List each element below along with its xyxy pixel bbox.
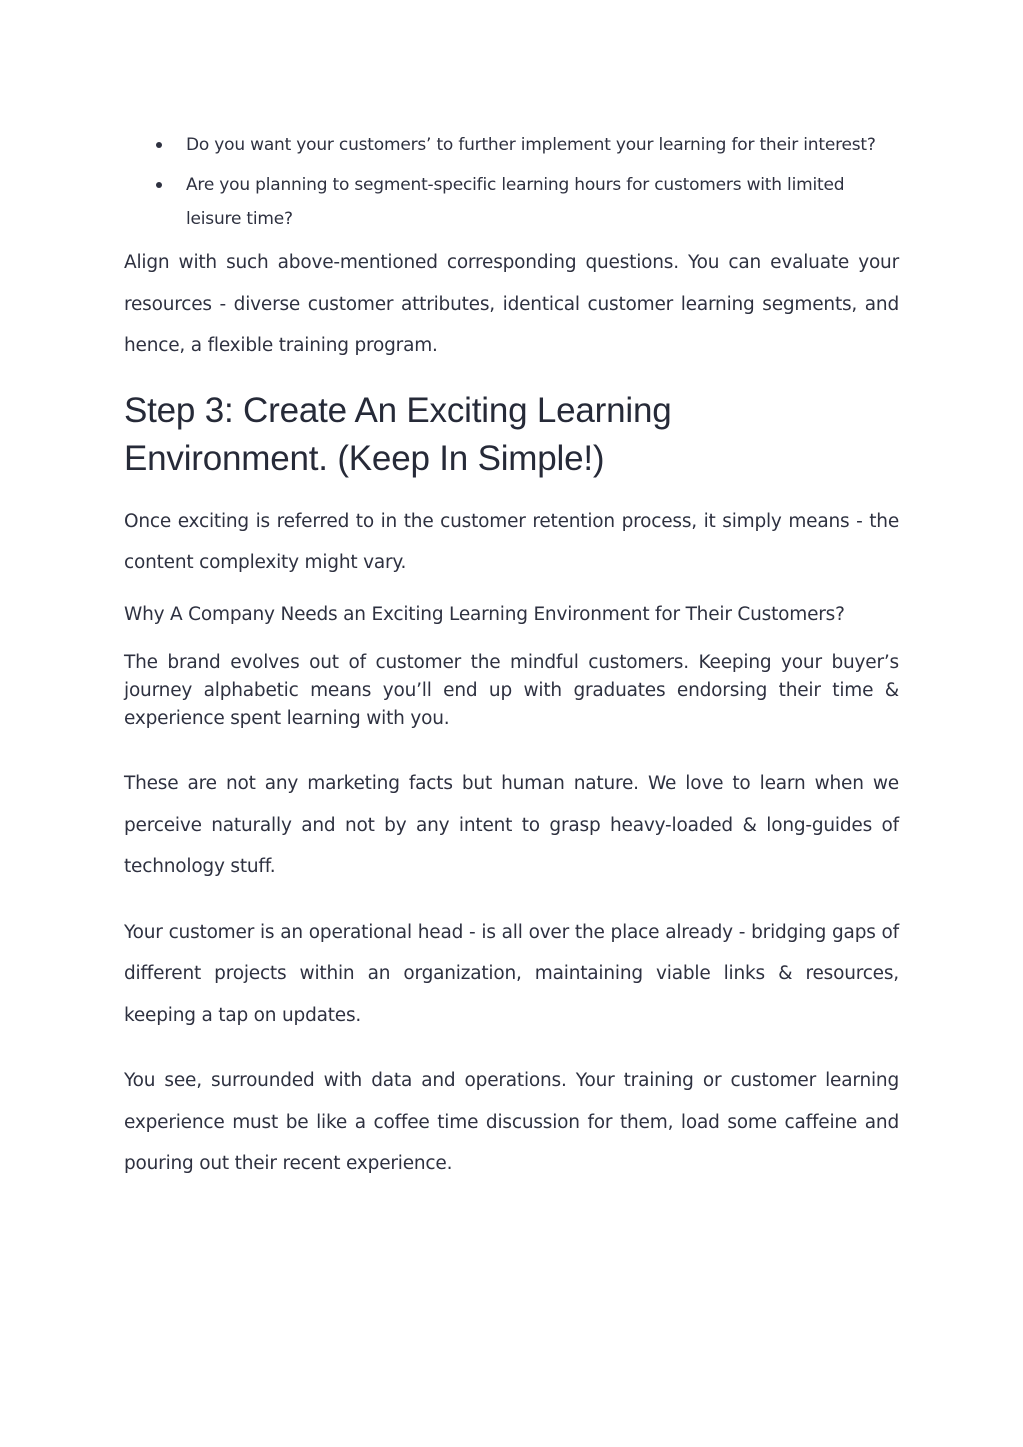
list-item: Do you want your customers’ to further implement your learning for their interest? [124, 128, 899, 162]
paragraph-once: Once exciting is referred to in the customer retention process, it simply means - the content complexity might vary. [124, 510, 899, 573]
question-list [124, 128, 899, 236]
paragraph-brand: The brand evolves out of customer the mindful customers. Keeping your buyer’s journey alphabetic means you’ll end up with graduates endorsing their time & experience spent learning with you. [124, 652, 899, 729]
paragraph-align: Align with such above-mentioned corresponding questions. You can evaluate your resources - diverse customer attributes, identical customer learning segments, and hence, a flexible training program. [124, 252, 899, 356]
paragraph-nature: These are not any marketing facts but human nature. We love to learn when we perceive naturally and not by any intent to grasp heavy-loaded & long-guides of technology stuff. [124, 773, 899, 877]
paragraph-operational: Your customer is an operational head - is all over the place already - bridging gaps of different projects within an organization, maintaining viable links & resources, keeping a tap on updates. [124, 921, 899, 1026]
paragraph-coffee: You see, surrounded with data and operations. Your training or customer learning experience must be like a coffee time discussion for them, load some caffeine and pouring out their recent experience. [124, 1070, 899, 1174]
list-item: Are you planning to segment-specific learning hours for customers with limited leisure time? [124, 168, 899, 236]
document-page [124, 128, 899, 1185]
section-heading: Step 3: Create An Exciting Learning Environment. (Keep In Simple!) [124, 390, 672, 478]
paragraph-why: Why A Company Needs an Exciting Learning Environment for Their Customers? [124, 603, 845, 625]
